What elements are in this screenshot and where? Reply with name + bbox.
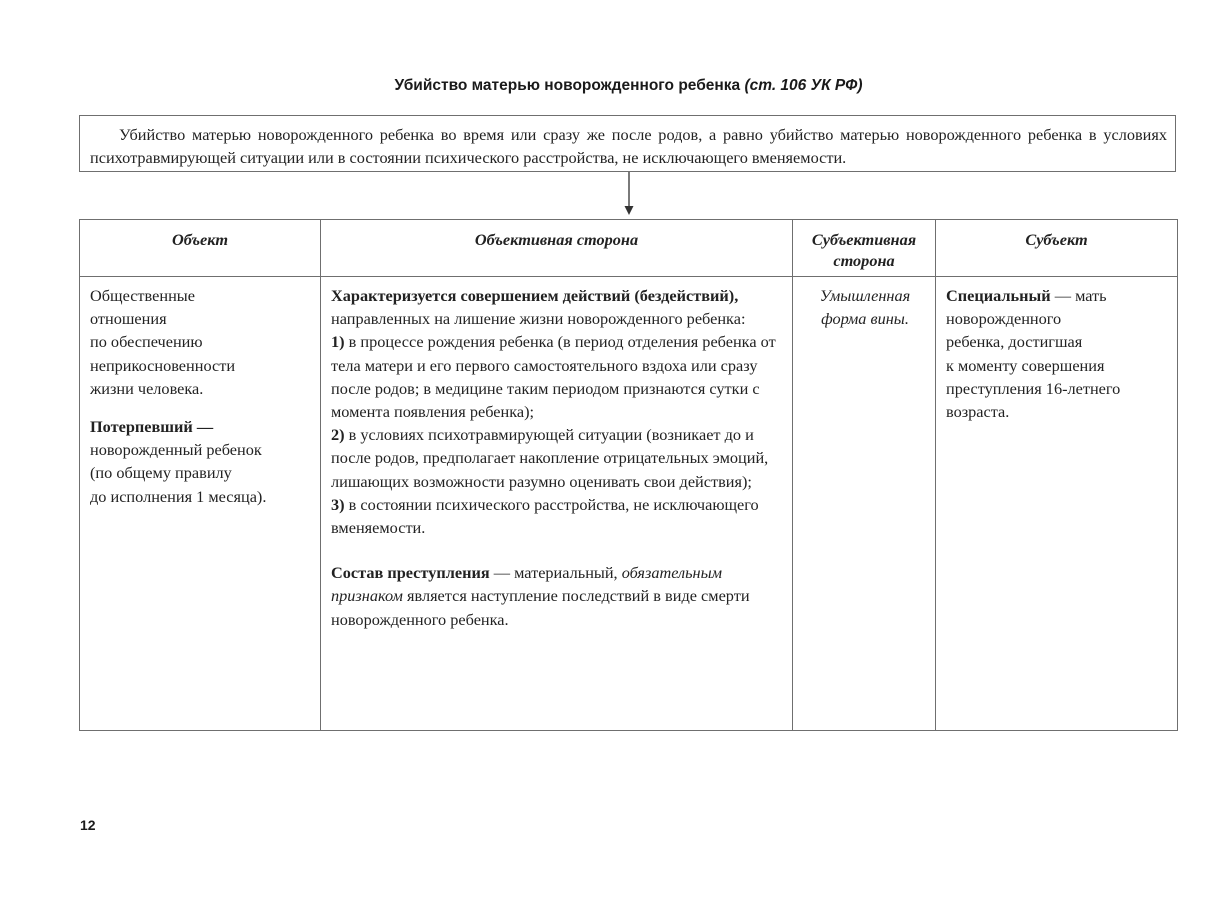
table-row [80,277,1178,731]
subject-line: новорожденного [946,309,1062,329]
object-line: жизни человека. [90,378,204,398]
subjective-line: Умышленная [819,286,911,305]
object-line: неприкосновенности [90,355,236,375]
down-arrow-icon [622,172,636,218]
page-title [0,77,1232,95]
page-number: 12 [80,817,96,833]
header-object: Объект [80,220,321,277]
cell-subject [936,277,1178,731]
table-header-row [80,220,1178,277]
cell-subjective-side [793,277,936,731]
objective-item [331,330,784,423]
composition-rest: — материальный, [489,563,618,583]
composition-paragraph [331,561,784,631]
composition-bold: Состав преступления [331,563,490,583]
subject-line: ребенка, достигшая [946,332,1083,352]
composition-italic: обязательным признаком [331,563,723,606]
corpus-delicti-table [79,219,1178,731]
objective-item [331,493,784,539]
definition-text: Убийство матерью новорожденного ребенка во время или сразу же после родов, а равно убийство матерью новорожденного ребенка в условиях психотравмирующей ситуации или в состоянии психического расстройства, не исключающего вменяемости. [90,125,1167,167]
subject-bold: Специальный [946,286,1051,305]
objective-intro [331,284,784,330]
item-number: 1) [331,332,345,352]
subject-line: к моменту совершения [946,355,1105,375]
victim-label: Потерпевший — [90,417,214,437]
title-article: (ст. 106 УК РФ) [744,77,863,94]
subject-line: возраста. [946,402,1010,422]
item-number: 3) [331,494,345,514]
object-line: Общественные [90,286,195,305]
header-objective-side: Объективная сторона [321,220,793,277]
subject-line: — мать [1050,286,1107,305]
subjective-line: форма вины. [821,309,909,329]
subject-line: преступления 16-летнего [946,378,1121,398]
header-subjective-side: Субъективная сторона [793,220,936,277]
header-subject: Субъект [936,220,1178,277]
title-main: Убийство матерью новорожденного ребенка [394,77,741,94]
victim-line: (по общему правилу [90,463,232,483]
item-text: в процессе рождения ребенка (в период отделения ребенка от тела матери и его первого самостоятельного вздоха или сразу после родов; в медицине таким периодом признаются сутки с момента появления ребенка); [331,332,776,422]
objective-intro-bold: Характеризуется совершением действий (бездействий), [331,286,739,305]
victim-line: до исполнения 1 месяца). [90,486,267,506]
item-text: в состоянии психического расстройства, не исключающего вменяемости. [331,494,759,538]
item-number: 2) [331,425,345,445]
subject-first-line [946,284,1169,307]
object-line: отношения [90,309,167,329]
object-line: по обеспечению [90,332,203,352]
objective-intro-rest: направленных на лишение жизни новорожденного ребенка: [331,309,746,329]
cell-object [80,277,321,731]
definition-box [79,115,1176,172]
cell-objective-side [321,277,793,731]
victim-line: новорожденный ребенок [90,440,262,460]
objective-item [331,423,784,493]
item-text: в условиях психотравмирующей ситуации (возникает до и после родов, предполагает накопление отрицательных эмоций, лишающих возможности разумно оценивать свои действия); [331,425,769,491]
composition-tail: является наступление последствий в виде смерти новорожденного ребенка. [331,586,750,629]
